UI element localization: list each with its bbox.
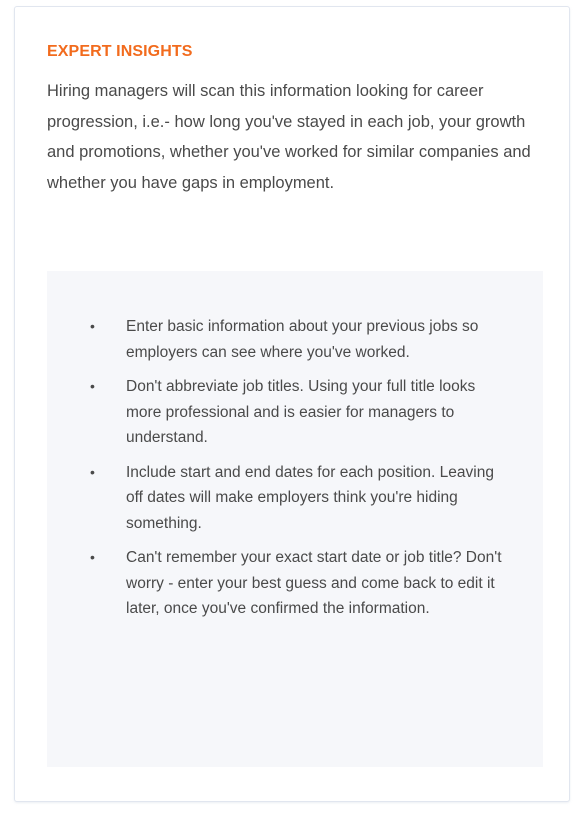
tip-item	[47, 460, 506, 537]
tip-text: Enter basic information about your previous jobs so employers can see where you've worked.	[126, 318, 479, 361]
bullet-icon: •	[90, 378, 95, 394]
tip-text: Can't remember your exact start date or job title? Don't worry - enter your best guess and come back to edit it later, once you've confirmed the information.	[126, 549, 502, 617]
bullet-icon: •	[90, 549, 95, 565]
tips-box	[47, 271, 543, 767]
intro-paragraph: Hiring managers will scan this information looking for career progression, i.e.- how long you've stayed in each job, your growth and promotions, whether you've worked for similar companies and whether you have gaps in employment.	[47, 82, 531, 192]
expert-insights-card	[14, 6, 570, 802]
tips-list	[47, 314, 543, 631]
tip-item	[47, 374, 506, 451]
tip-text: Don't abbreviate job titles. Using your full title looks more professional and is easier for managers to understand.	[126, 378, 476, 446]
bullet-icon: •	[90, 318, 95, 334]
bullet-icon: •	[90, 463, 95, 480]
tip-text: Include start and end dates for each position. Leaving off dates will make employers think you're hiding something.	[126, 463, 494, 532]
tip-item	[47, 314, 506, 365]
tip-item	[47, 545, 506, 622]
panel-heading: EXPERT INSIGHTS	[47, 43, 193, 60]
